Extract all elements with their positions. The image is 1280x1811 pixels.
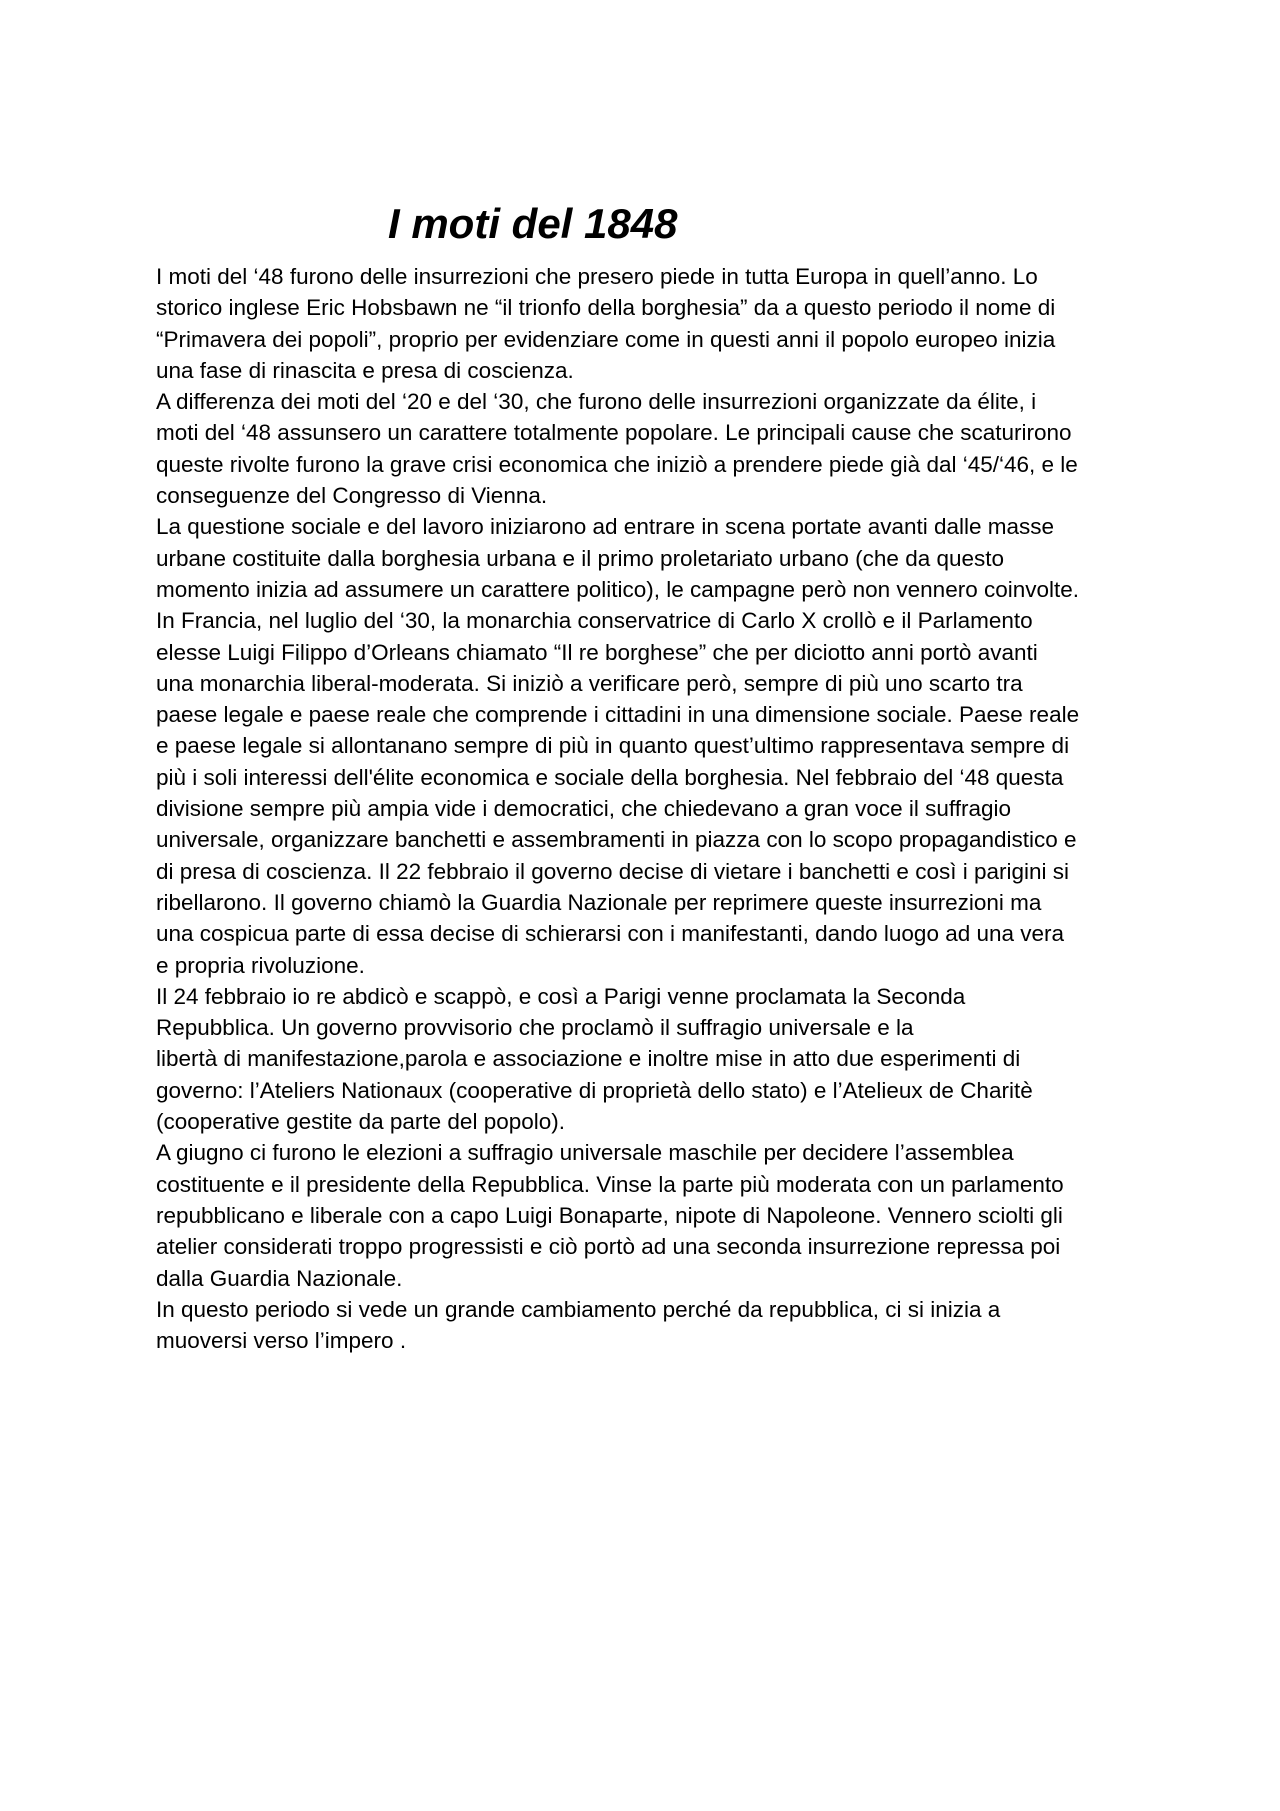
paragraph-france	[156, 605, 1156, 981]
document-title: I moti del 1848	[388, 200, 678, 247]
text-line: urbane costituite dalla borghesia urbana e il primo proletariato urbano (che da questo	[156, 545, 1005, 571]
text-line: governo: l’Ateliers Nationaux (cooperative di proprietà dello stato) e l’Atelieux de Charitè	[156, 1077, 1033, 1103]
text-line: atelier considerati troppo progressisti e ciò portò ad una seconda insurrezione repressa poi	[156, 1234, 1061, 1260]
text-line: una fase di rinascita e presa di coscienza.	[156, 357, 574, 383]
text-line: universale, organizzare banchetti e assembramenti in piazza con lo scopo propagandistico e	[156, 827, 1077, 853]
text-line: conseguenze del Congresso di Vienna.	[156, 483, 548, 509]
paragraph-elections	[156, 1137, 1156, 1293]
text-line: momento inizia ad assumere un carattere politico), le campagne però non vennero coinvolte.	[156, 576, 1080, 602]
text-line: paese legale e paese reale che comprende i cittadini in una dimensione sociale. Paese reale	[156, 702, 1080, 728]
text-line: costituente e il presidente della Repubblica. Vinse la parte più moderata con un parlamento	[156, 1171, 1064, 1197]
text-line: muoversi verso l’impero .	[156, 1328, 407, 1354]
text-line: divisione sempre più ampia vide i democratici, che chiedevano a gran voce il suffragio	[156, 796, 1012, 822]
text-line: moti del ‘48 assunsero un carattere totalmente popolare. Le principali cause che scaturirono	[156, 420, 1072, 446]
text-line: elesse Luigi Filippo d’Orleans chiamato “Il re borghese” che per diciotto anni portò avanti	[156, 639, 1038, 665]
paragraph-second-republic	[156, 981, 1156, 1137]
text-line: I moti del ‘48 furono delle insurrezioni che presero piede in tutta Europa in quell’anno. Lo	[156, 264, 1038, 289]
text-line: queste rivolte furono la grave crisi economica che iniziò a prendere piede già dal ‘45/‘46, e le	[156, 451, 1078, 477]
text-line: A differenza dei moti del ‘20 e del ‘30, che furono delle insurrezioni organizzate da élite, i	[156, 389, 1037, 415]
text-line: A giugno ci furono le elezioni a suffragio universale maschile per decidere l’assemblea	[156, 1140, 1014, 1166]
text-line: repubblicano e liberale con a capo Luigi Bonaparte, nipote di Napoleone. Vennero sciolti gli	[156, 1202, 1063, 1228]
text-line: di presa di coscienza. Il 22 febbraio il governo decise di vietare i banchetti e così i parigini si	[156, 858, 1069, 884]
text-line: una monarchia liberal-moderata. Si iniziò a verificare però, sempre di più uno scarto tra	[156, 670, 1023, 696]
paragraph-conclusion	[156, 1294, 1156, 1357]
text-line: La questione sociale e del lavoro iniziarono ad entrare in scena portate avanti dalle masse	[156, 514, 1055, 540]
text-line: In Francia, nel luglio del ‘30, la monarchia conservatrice di Carlo X crollò e il Parlamento	[156, 608, 1033, 634]
text-line: “Primavera dei popoli”, proprio per evidenziare come in questi anni il popolo europeo inizia	[156, 326, 1056, 352]
paragraph-intro	[156, 261, 1156, 386]
text-line: una cospicua parte di essa decise di schierarsi con i manifestanti, dando luogo ad una vera	[156, 921, 1065, 947]
text-line: ribellarono. Il governo chiamò la Guardia Nazionale per reprimere queste insurrezioni ma	[156, 889, 1042, 915]
text-line: In questo periodo si vede un grande cambiamento perché da repubblica, ci si inizia a	[156, 1296, 1001, 1322]
text-line: dalla Guardia Nazionale.	[156, 1265, 403, 1291]
text-line: più i soli interessi dell'élite economica e sociale della borghesia. Nel febbraio del ‘48 questa	[156, 764, 1064, 790]
text-line: e propria rivoluzione.	[156, 952, 365, 978]
text-line: (cooperative gestite da parte del popolo).	[156, 1109, 566, 1135]
paragraph-causes	[156, 386, 1156, 511]
text-line: Il 24 febbraio io re abdicò e scappò, e così a Parigi venne proclamata la Seconda	[156, 983, 966, 1009]
paragraph-social-question	[156, 511, 1156, 605]
text-line: libertà di manifestazione,parola e associazione e inoltre mise in atto due esperimenti di	[156, 1046, 1021, 1072]
text-line: storico inglese Eric Hobsbawn ne “il trionfo della borghesia” da a questo periodo il nome di	[156, 295, 1056, 321]
text-line: Repubblica. Un governo provvisorio che proclamò il suffragio universale e la	[156, 1015, 914, 1041]
text-line: e paese legale si allontanano sempre di più in quanto quest’ultimo rappresentava sempre di	[156, 733, 1070, 759]
document-body	[156, 261, 1156, 1356]
